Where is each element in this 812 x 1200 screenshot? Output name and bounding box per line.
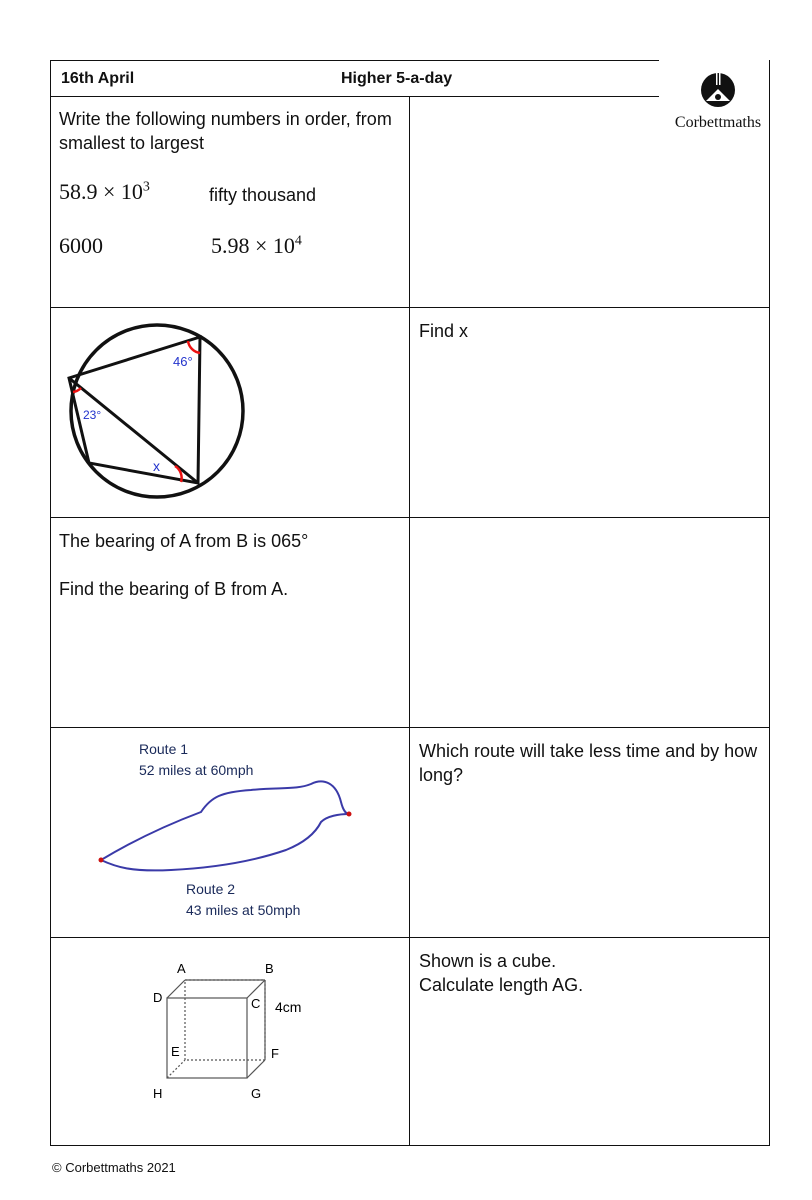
q1-number-2: fifty thousand [209,185,317,205]
question-row-1 [51,97,769,308]
q1-number-1 [59,179,150,205]
angle-arc-top [188,341,200,353]
vertex-B: B [265,961,274,976]
q4-prompt: Which route will take less time and by how long? [419,741,758,785]
q1-instruction: Write the following numbers in order, from smallest to largest [59,109,392,153]
vertex-A: A [177,961,186,976]
question-row-2 [51,308,769,518]
q5-line-1: Shown is a cube. [419,951,557,971]
vertex-D: D [153,990,163,1005]
q1-number-4-base: 5.98 × 10 [211,233,295,258]
answer-1 [410,97,769,307]
routes-diagram [91,732,391,932]
q1-number-1-exp: 3 [142,179,150,195]
question-5-right [410,938,769,1145]
q1-number-3: 6000 [59,233,103,258]
footer [52,1160,176,1175]
question-3-left [51,518,410,727]
vertex-F: F [271,1046,279,1061]
copyright-text: Corbettmaths 2021 [65,1160,176,1175]
question-row-4 [51,728,769,938]
route-1-title: Route 1 [139,741,189,757]
q1-number-4-exp: 4 [294,233,302,249]
end-point [347,812,352,817]
worksheet [50,60,770,1146]
vertex-E: E [171,1044,180,1059]
question-1-left [51,97,410,307]
q1-number-1-base: 58.9 × 10 [59,179,143,204]
vertex-G: G [251,1086,262,1101]
vertex-C: C [251,996,261,1011]
question-row-3 [51,518,769,728]
angle-46-label: 46° [173,354,193,369]
question-5-left [51,938,410,1145]
question-2-right [410,308,769,517]
copyright-icon: © [52,1160,62,1175]
route-1-detail: 52 miles at 60mph [139,762,254,778]
q3-line-2: Find the bearing of B from A. [59,579,289,599]
route-1-path [101,781,349,860]
route-2-title: Route 2 [186,881,236,897]
vertex-H: H [153,1086,163,1101]
worksheet-title: Higher 5-a-day [341,70,453,87]
question-row-5 [51,938,769,1145]
question-4-left [51,728,410,937]
route-2-path [101,814,349,870]
circle-theorem-diagram [63,316,263,506]
question-4-right [410,728,769,937]
answer-3 [410,518,769,727]
q5-line-2: Calculate length AG. [419,975,584,995]
cube-diagram [141,958,341,1148]
q1-number-4 [211,233,302,259]
edge-length: 4cm [275,999,302,1015]
angle-23-label: 23° [83,408,102,422]
diagonal [69,378,198,483]
q2-prompt: Find x [419,321,469,341]
start-point [99,858,104,863]
angle-x-label: x [153,458,160,474]
q3-line-1: The bearing of A from B is 065° [59,531,309,551]
route-2-detail: 43 miles at 50mph [186,902,301,918]
date-label: 16th April [61,70,135,87]
logo-text: Corbettmaths [674,114,762,131]
question-2-left [51,308,410,517]
